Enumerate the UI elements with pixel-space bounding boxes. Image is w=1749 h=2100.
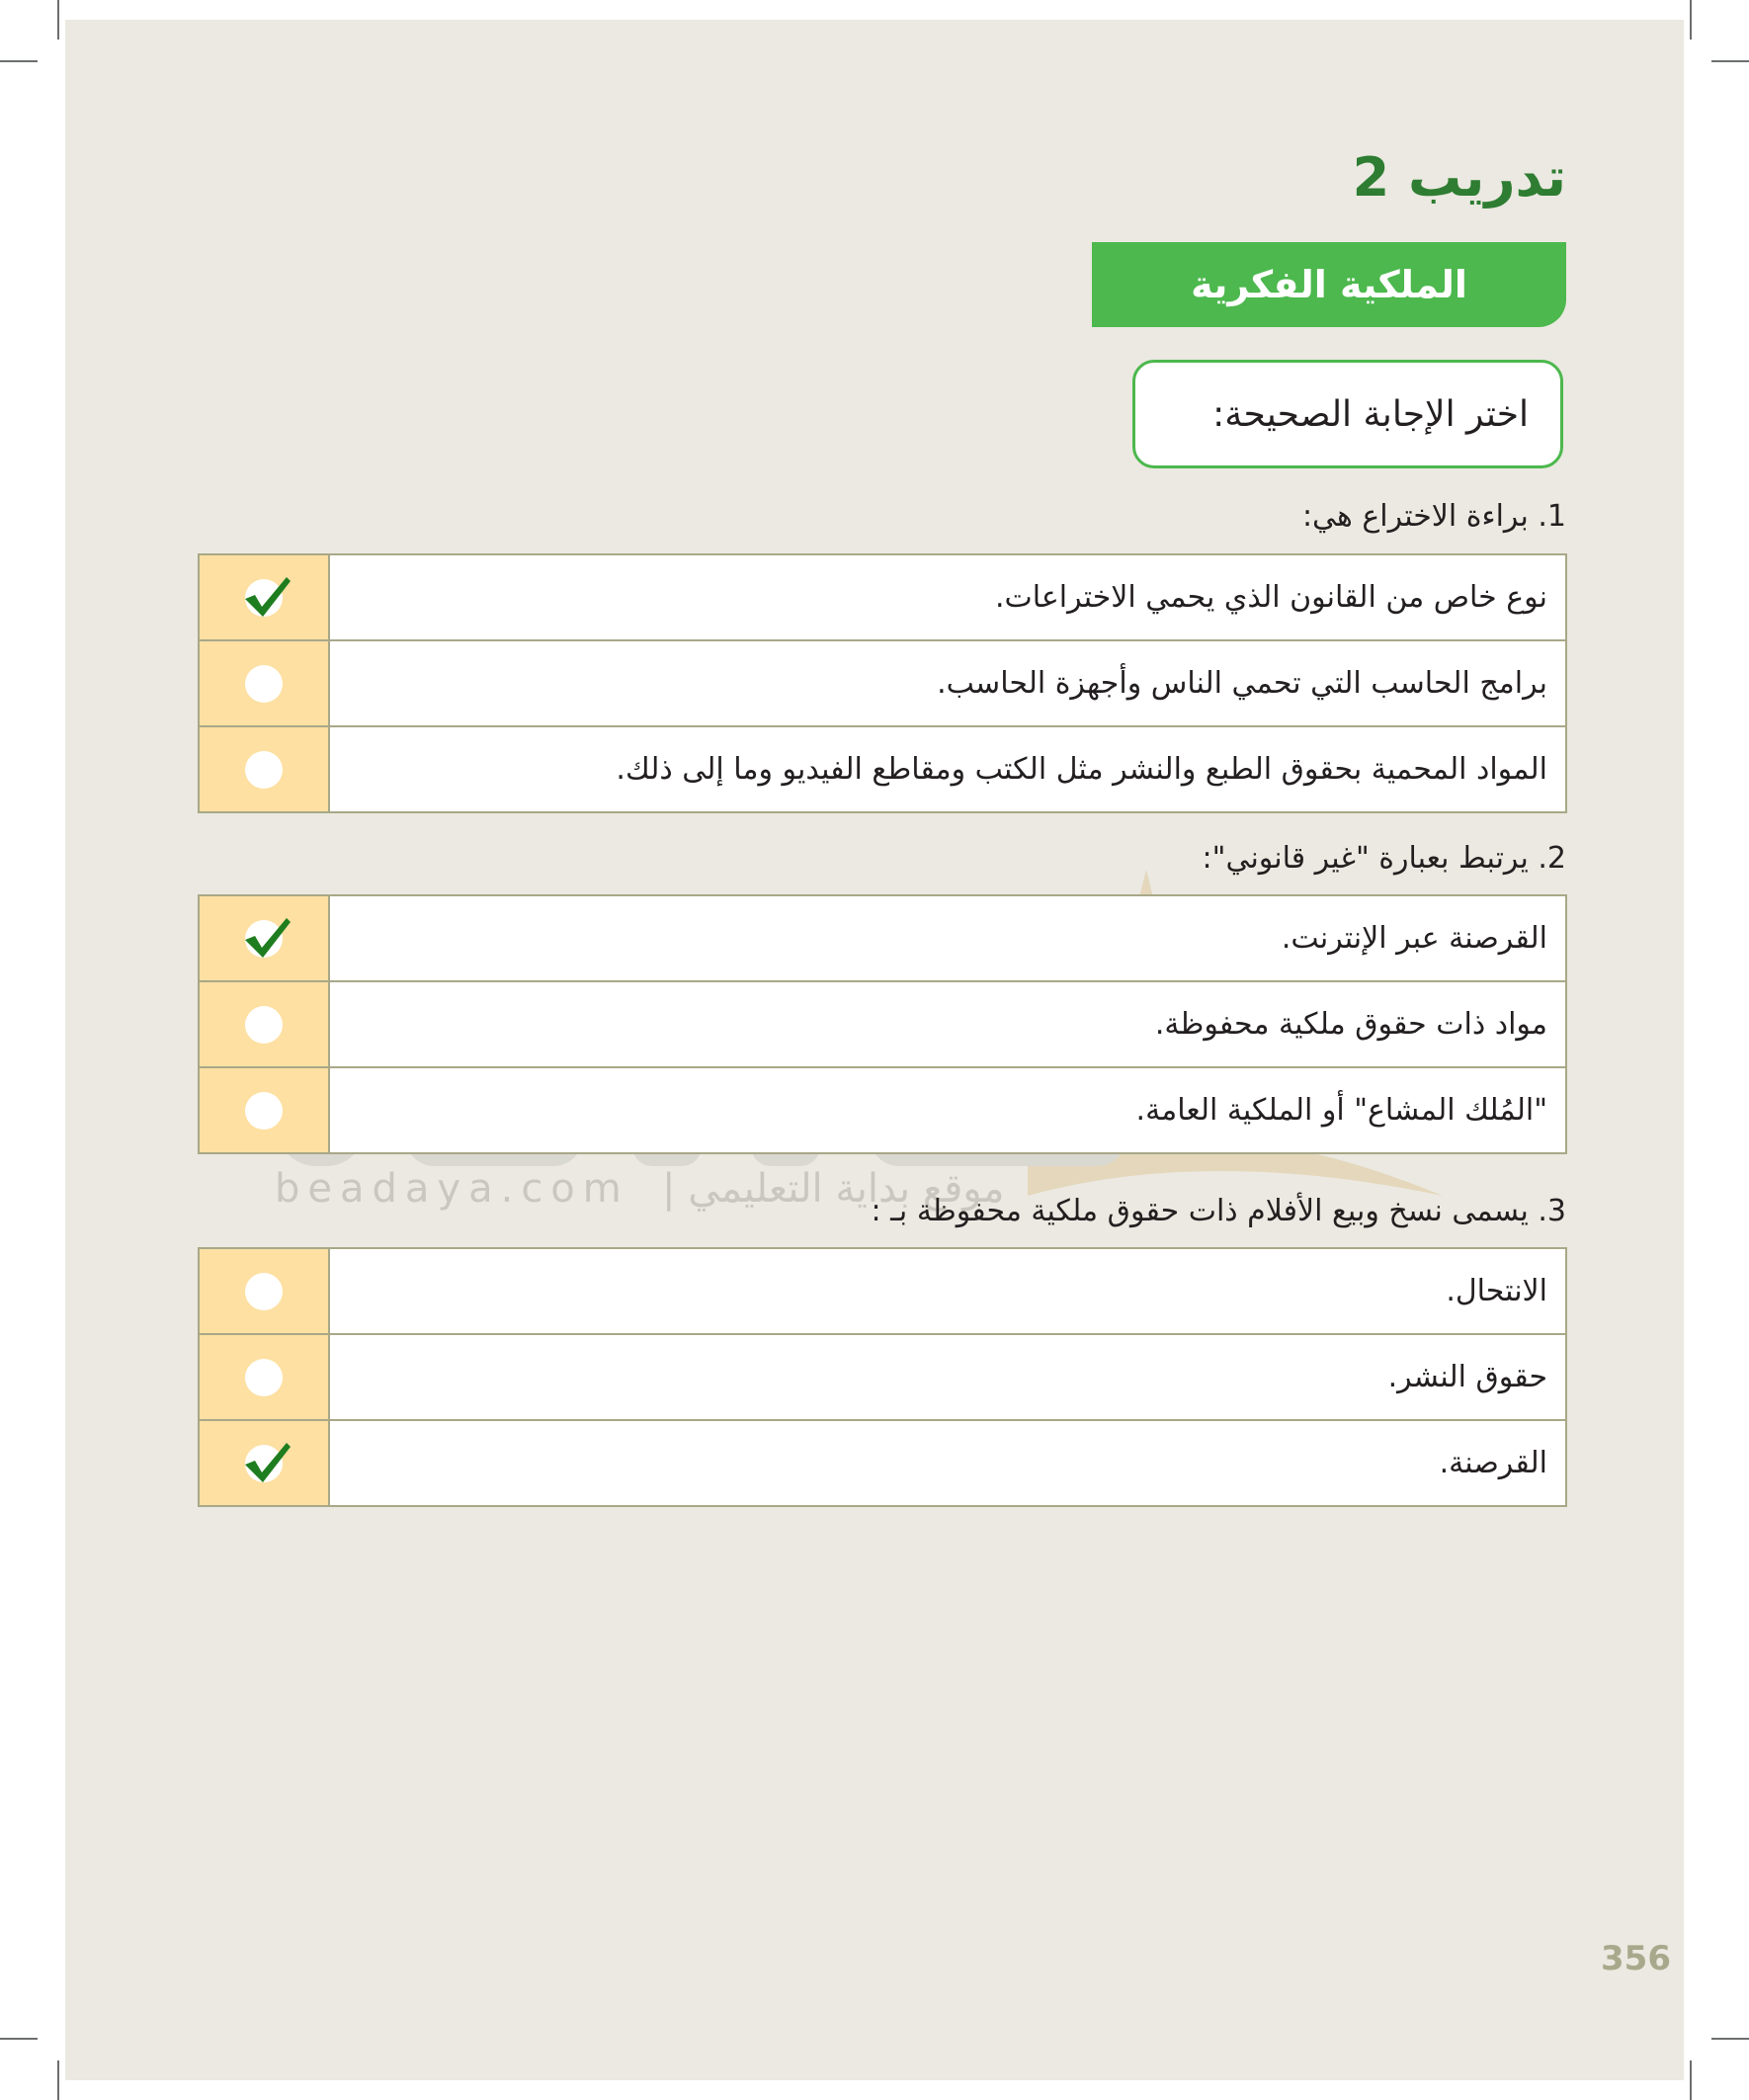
radio-circle-icon[interactable] (245, 665, 283, 703)
option-row[interactable] (200, 982, 1565, 1068)
crop-mark (0, 2038, 38, 2040)
checkmark-icon (241, 573, 292, 619)
watermark-latin: beadaya.com (275, 1166, 629, 1212)
option-text: برامج الحاسب التي تحمي الناس وأجهزة الحاسب. (937, 666, 1547, 701)
crop-mark (1711, 60, 1749, 62)
question-3: 3. يسمى نسخ وبيع الأفلام ذات حقوق ملكية محفوظة بـ : (871, 1194, 1566, 1228)
crop-mark (1690, 2060, 1692, 2100)
radio-circle-icon[interactable] (245, 1273, 283, 1310)
answer-mark-cell[interactable] (200, 555, 330, 639)
radio-circle-icon[interactable] (245, 751, 283, 789)
checkmark-icon (241, 914, 292, 960)
section-banner (1092, 242, 1566, 327)
crop-mark (57, 2060, 59, 2100)
answer-mark-cell[interactable] (200, 727, 330, 811)
option-row[interactable] (200, 1421, 1565, 1505)
option-row[interactable] (200, 727, 1565, 811)
option-text: مواد ذات حقوق ملكية محفوظة. (1154, 1007, 1547, 1042)
question-1: 1. براءة الاختراع هي: (1301, 499, 1566, 534)
crop-mark (1690, 0, 1692, 40)
option-row[interactable] (200, 1249, 1565, 1335)
radio-circle-icon[interactable] (245, 1006, 283, 1044)
instruction-text: اختر الإجابة الصحيحة: (1212, 393, 1529, 435)
option-row[interactable] (200, 555, 1565, 641)
option-row[interactable] (200, 1335, 1565, 1421)
answer-mark-cell[interactable] (200, 1068, 330, 1152)
radio-circle-icon[interactable] (245, 1359, 283, 1396)
option-text: القرصنة عبر الإنترنت. (1281, 921, 1547, 956)
crop-mark (57, 0, 59, 40)
option-text: الانتحال. (1446, 1274, 1547, 1308)
option-text: نوع خاص من القانون الذي يحمي الاختراعات. (994, 580, 1547, 615)
instruction-box (1132, 360, 1563, 468)
crop-mark (1711, 2038, 1749, 2040)
answer-mark-cell[interactable] (200, 982, 330, 1066)
page-title: تدريب 2 (1352, 146, 1566, 209)
crop-mark (0, 60, 38, 62)
option-row[interactable] (200, 1068, 1565, 1152)
option-row[interactable] (200, 896, 1565, 982)
page-number: 356 (1601, 1939, 1671, 1978)
question-2: 2. يرتبط بعبارة "غير قانوني": (1202, 841, 1566, 876)
answer-mark-cell[interactable] (200, 896, 330, 980)
option-text: "المُلك المشاع" أو الملكية العامة. (1135, 1093, 1547, 1128)
answer-mark-cell[interactable] (200, 1249, 330, 1333)
watermark-arabic: موقع بداية التعليمي | (662, 1166, 1005, 1212)
options-table-2 (198, 894, 1567, 1154)
answer-mark-cell[interactable] (200, 1421, 330, 1505)
section-banner-label: الملكية الفكرية (1191, 263, 1467, 306)
option-text: المواد المحمية بحقوق الطبع والنشر مثل الكتب ومقاطع الفيديو وما إلى ذلك. (616, 752, 1547, 787)
option-row[interactable] (200, 641, 1565, 727)
radio-circle-icon[interactable] (245, 1092, 283, 1130)
option-text: حقوق النشر. (1387, 1360, 1547, 1394)
option-text: القرصنة. (1439, 1446, 1547, 1480)
answer-mark-cell[interactable] (200, 1335, 330, 1419)
checkmark-icon (241, 1439, 292, 1484)
options-table-3 (198, 1247, 1567, 1507)
options-table-1 (198, 553, 1567, 813)
answer-mark-cell[interactable] (200, 641, 330, 725)
